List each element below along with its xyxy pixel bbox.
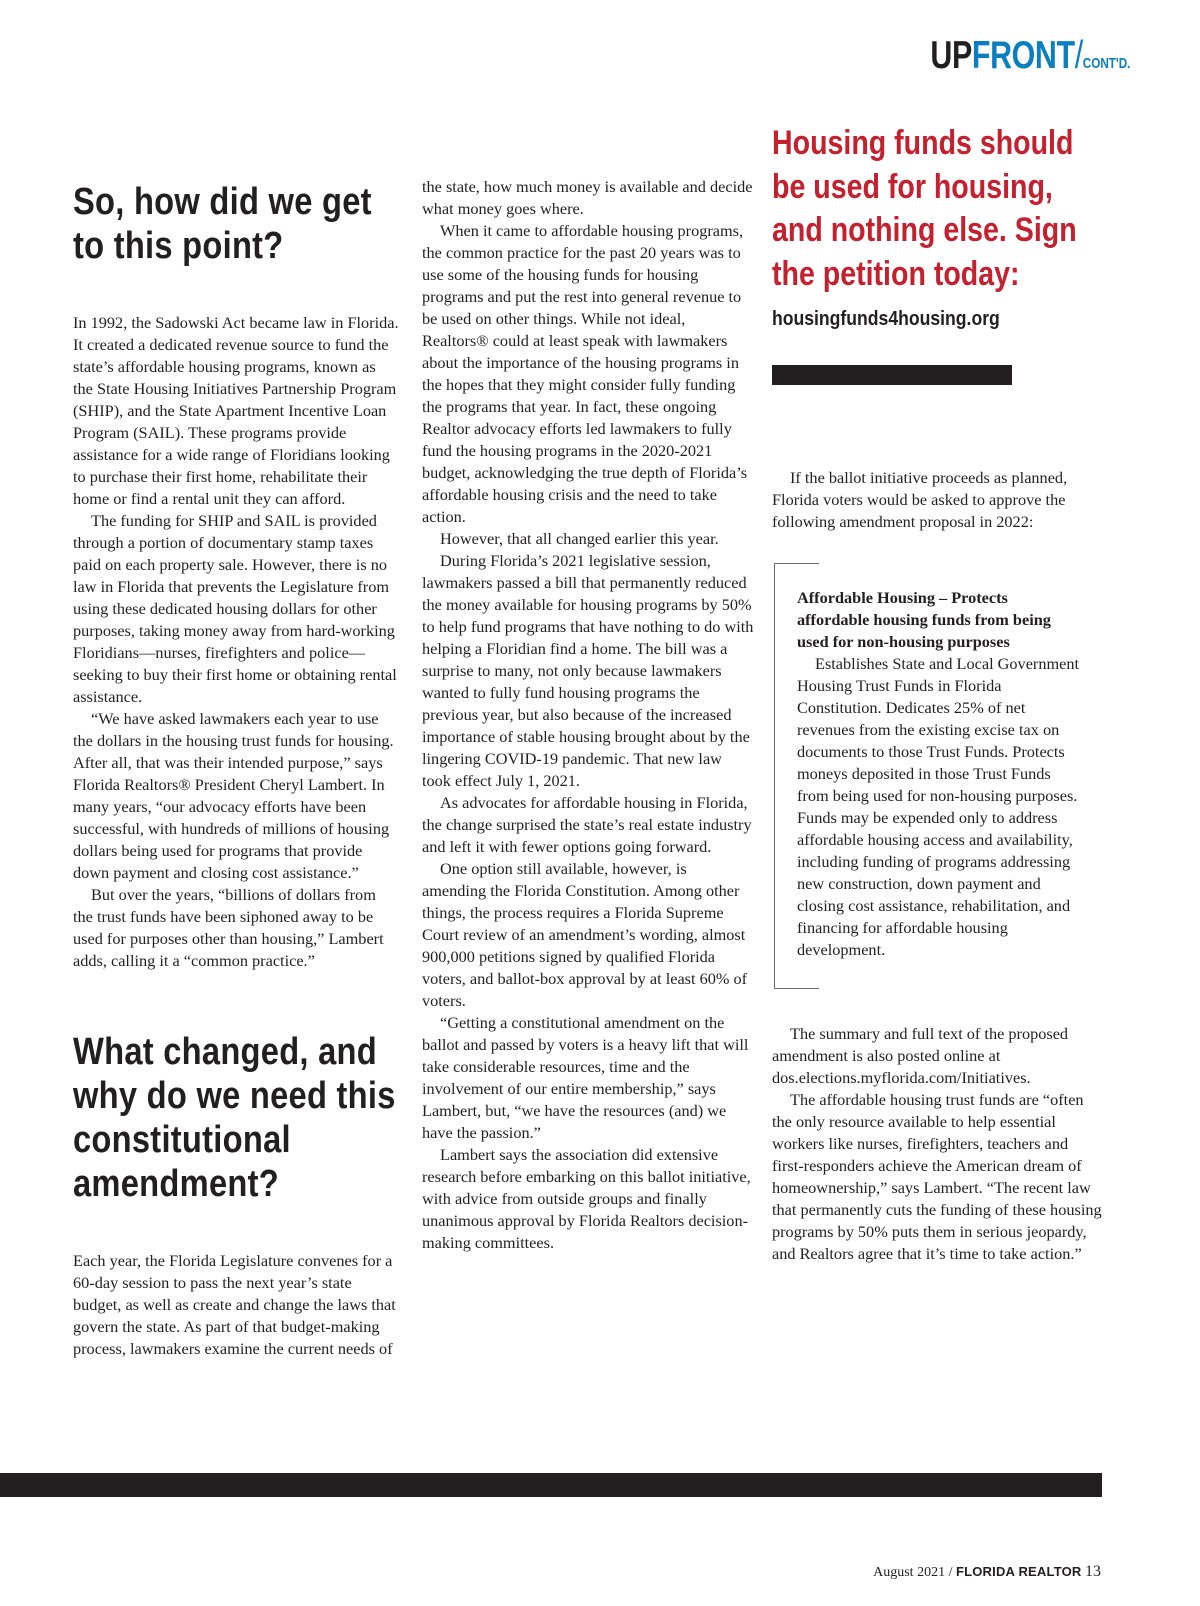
amendment-title: Affordable Housing – Protects affordable housing funds from being used for non-housing purposes — [797, 588, 1051, 651]
body-paragraph: One option still available, however, is amending the Florida Constitution. Among other things, the process requires a Florida Supreme Court review of an amendment’s wording, almost 900,000 petitions signed by qualified Florida voters, and ballot-box approval by at least 60% of voters. — [422, 859, 748, 1010]
body-paragraph: The affordable housing trust funds are “often the only resource available to help essential workers like nurses, firefighters, teachers and first-responders achieve the American dream of homeownership,” says Lambert. “The recent law that permanently cuts the funding of these housing programs by 50% puts them in serious jeopardy, and Realtors agree that it’s time to take action.” — [772, 1090, 1102, 1263]
amendment-body: Establishes State and Local Government Housing Trust Funds in Florida Constitution. Dedicates 25% of net revenues from the existing excise tax on documents to those Trust Funds. Protects moneys deposited in those Trust Funds from being used for non-housing purposes. Funds may be expended only to address affordable housing access and availability, including funding of programs addressing new construction, down payment and closing cost assistance, rehabilitation, and financing for affordable housing development. — [797, 654, 1080, 959]
amendment-box — [774, 563, 1102, 989]
body-paragraph-continued: the state, how much money is available and decide what money goes where. — [422, 177, 753, 218]
petition-callout: Housing funds should be used for housing, and nothing else. Sign the petition today: — [772, 124, 1077, 293]
heading-what-changed: What changed, and why do we need this constitutional amendment? — [73, 1031, 396, 1205]
callout-divider-bar — [772, 365, 1012, 385]
body-paragraph: However, that all changed earlier this year. — [440, 529, 719, 548]
petition-link[interactable]: housingfunds4housing.org — [772, 308, 1000, 330]
page-number: 13 — [1085, 1563, 1101, 1580]
heading-how-did-we-get-here: So, how did we get to this point? — [73, 181, 372, 267]
body-paragraph: During Florida’s 2021 legislative session, lawmakers passed a bill that permanently reduced the money available for housing programs by 50% to help fund programs that have nothing to do with helping a Floridian find a home. The bill was a surprise to many, not only because lawmakers wanted to fully fund housing programs the previous year, but also because of the increased importance of stable housing brought about by the lingering COVID-19 pandemic. That new law took effect July 1, 2021. — [422, 551, 754, 790]
masthead-slash: / — [1074, 34, 1083, 77]
publication-name: FLORIDA REALTOR — [955, 1564, 1082, 1579]
body-paragraph: If the ballot initiative proceeds as planned, Florida voters would be asked to approve the following amendment proposal in 2022: — [772, 468, 1068, 531]
masthead-front: FRONT — [971, 34, 1075, 77]
body-paragraph: The funding for SHIP and SAIL is provided through a portion of documentary stamp taxes paid on each property sale. However, there is no law in Florida that prevents the Legislature from using these dedicated housing dollars for other purposes, taking money away from hard-working Floridians—nurses, firefighters and police—seeking to buy their first home or obtaining rental assistance. — [73, 511, 397, 706]
body-paragraph: As advocates for affordable housing in Florida, the change surprised the state’s real estate industry and left it with fewer options going forward. — [422, 793, 752, 856]
masthead-contd: CONT'D. — [1082, 55, 1130, 72]
body-paragraph: “We have asked lawmakers each year to use the dollars in the housing trust funds for housing. After all, that was their intended purpose,” says Florida Realtors® President Cheryl Lambert. In many years, “our advocacy efforts have been successful, with hundreds of millions of housing dollars being used for programs that provide down payment and closing cost assistance.” — [73, 709, 394, 882]
section-masthead — [930, 34, 1130, 78]
column-middle — [422, 176, 754, 1254]
body-paragraph: Lambert says the association did extensive research before embarking on this ballot initiative, with advice from outside groups and finally unanimous approval by Florida Realtors decision-making committees. — [422, 1145, 751, 1252]
masthead-up: UP — [930, 34, 972, 77]
column-right — [772, 122, 1102, 1265]
body-paragraph: The summary and full text of the proposed amendment is also posted online at dos.elections.myflorida.com/Initiatives. — [772, 1024, 1069, 1087]
body-paragraph: When it came to affordable housing programs, the common practice for the past 20 years was to use some of the housing funds for housing programs and put the rest into general revenue to be used on other things. While not ideal, Realtors® could at least speak with lawmakers about the importance of the housing programs in the hopes that they might consider fully funding the programs that year. In fact, these ongoing Realtor advocacy efforts led lawmakers to fully fund the housing programs in the 2020-2021 budget, acknowledging the true depth of Florida’s affordable housing crisis and the need to take action. — [422, 221, 748, 526]
body-paragraph: Each year, the Florida Legislature convenes for a 60-day session to pass the next year’s state budget, as well as create and change the laws that govern the state. As part of that budget-making process, lawmakers examine the current needs of — [73, 1251, 396, 1358]
body-paragraph: In 1992, the Sadowski Act became law in Florida. It created a dedicated revenue source to fund the state’s affordable housing programs, known as the State Housing Initiatives Partnership Program (SHIP), and the State Apartment Incentive Loan Program (SAIL). These programs provide assistance for a wide range of Floridians looking to purchase their first home, rehabilitate their home or find a rental unit they can afford. — [73, 313, 399, 508]
body-paragraph: “Getting a constitutional amendment on the ballot and passed by voters is a heavy lift that will take considerable resources, time and the involvement of our entire membership,” says Lambert, but, “we have the resources (and) we have the passion.” — [422, 1013, 749, 1142]
column-left — [73, 180, 399, 1360]
page-folio — [873, 1563, 1101, 1581]
folio-separator: / — [948, 1565, 953, 1580]
footer-bar — [0, 1473, 1102, 1497]
issue-date: August 2021 — [873, 1565, 946, 1580]
body-paragraph: But over the years, “billions of dollars from the trust funds have been siphoned away to be used for purposes other than housing,” Lambert adds, calling it a “common practice.” — [73, 885, 384, 970]
